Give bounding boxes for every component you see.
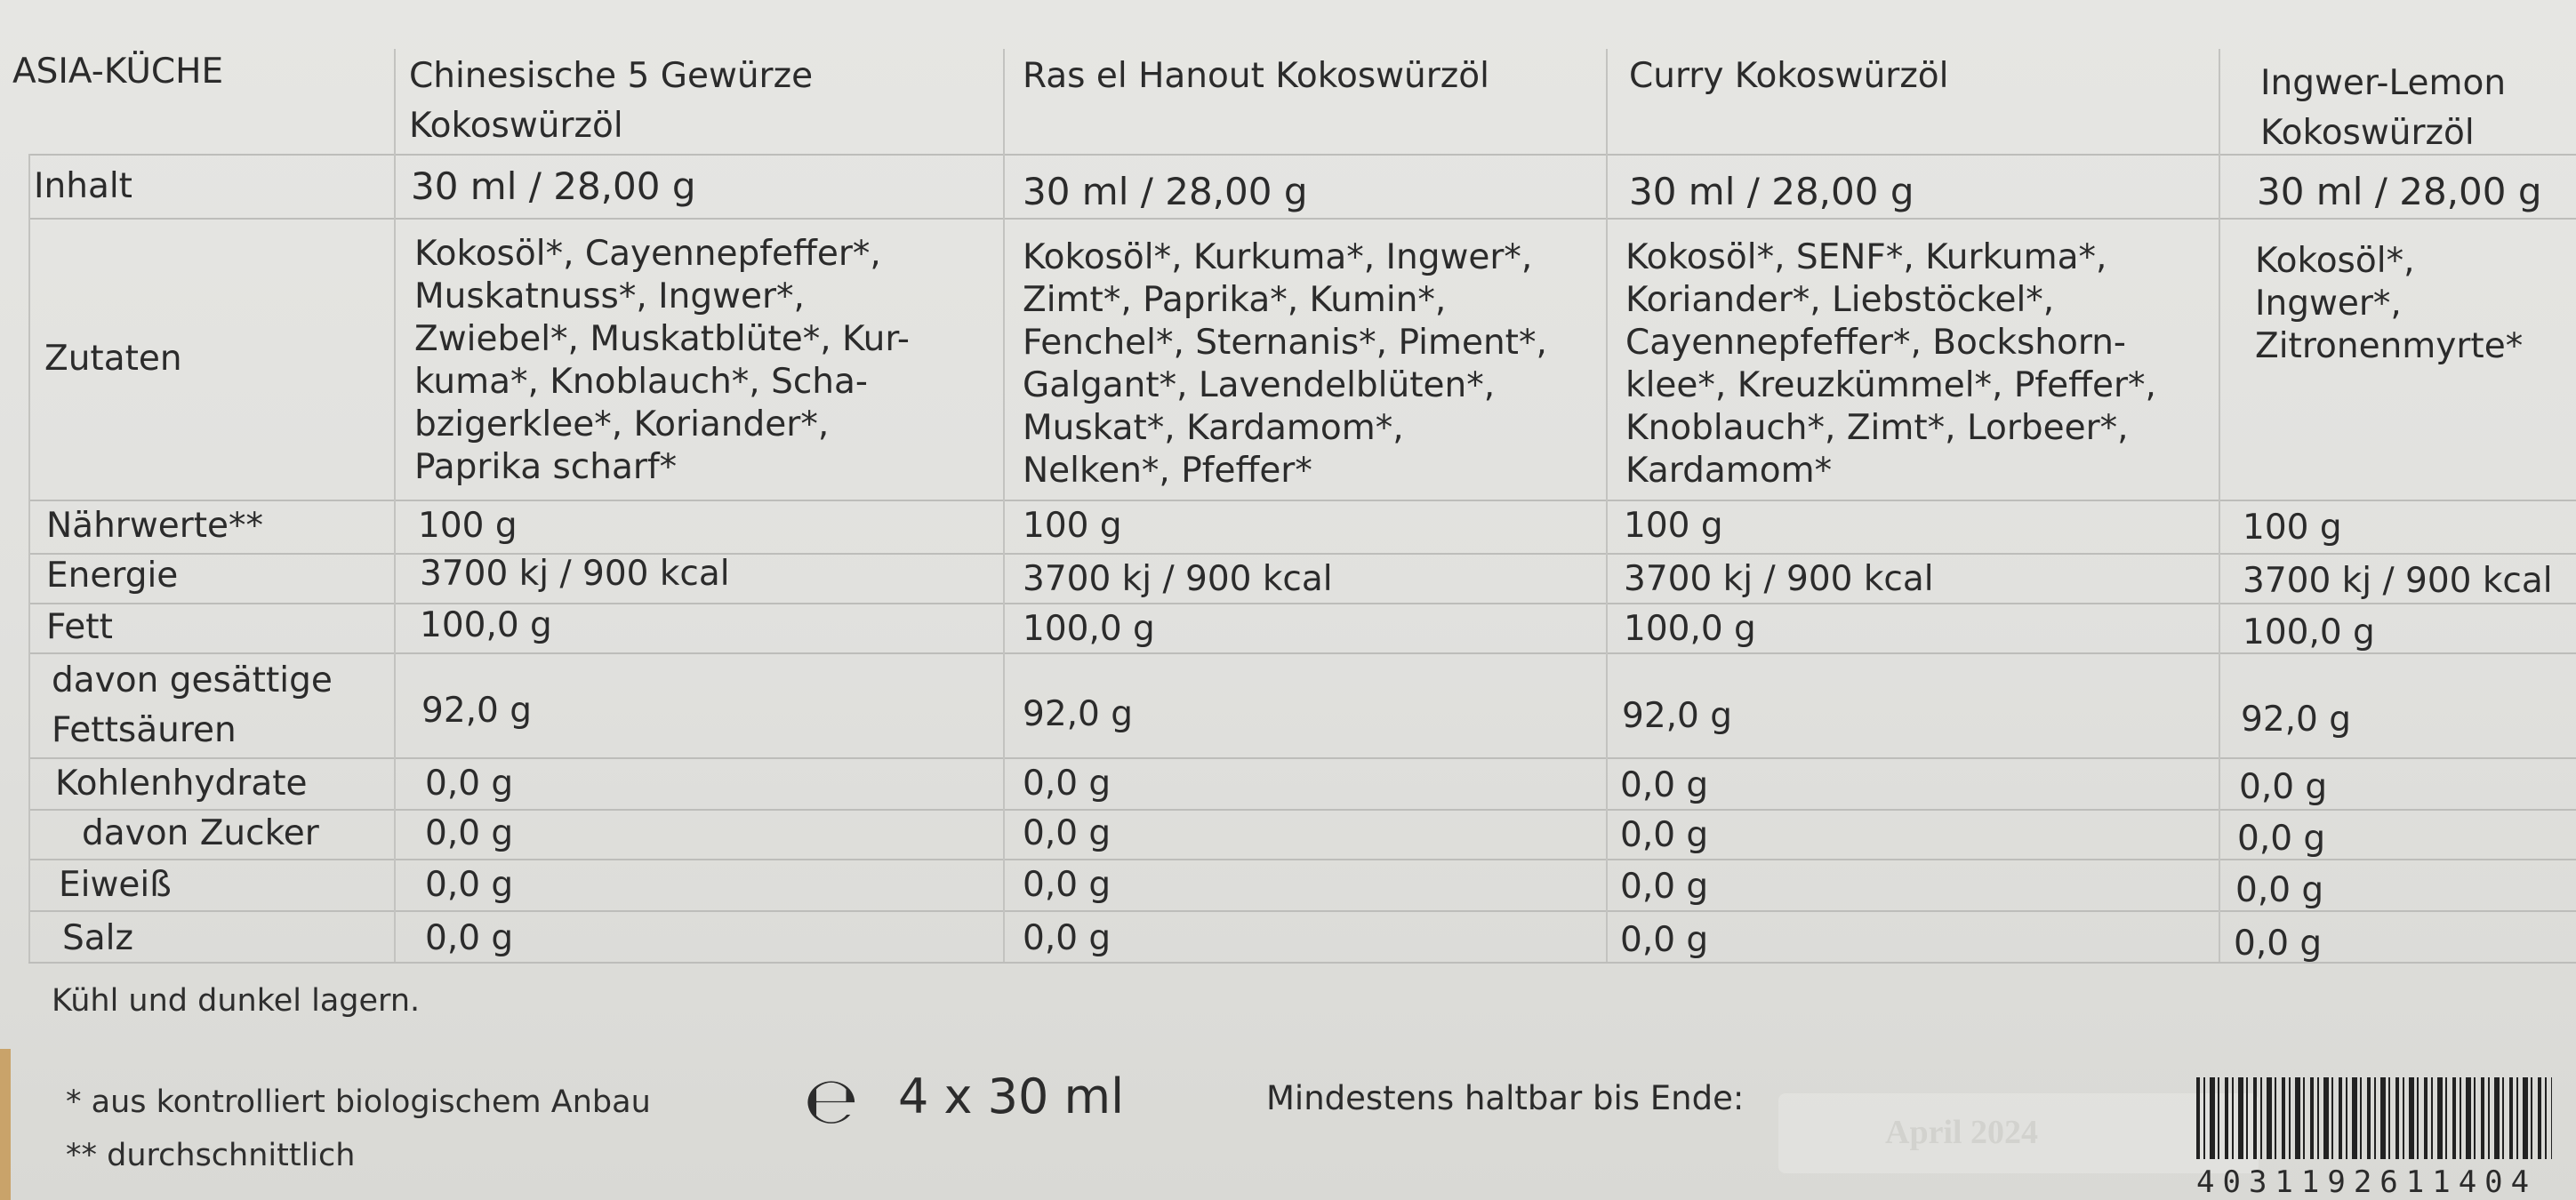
grid-line: [28, 859, 2576, 860]
cell-value: 30 ml / 28,00 g: [2257, 170, 2542, 213]
cell-value: 0,0 g: [1620, 867, 1709, 907]
product-name: Curry Kokoswürzöl: [1629, 56, 1949, 96]
grid-line: [28, 809, 2576, 811]
cell-value: 100,0 g: [2243, 612, 2375, 652]
ingredients-line: bzigerklee*, Koriander*,: [414, 404, 830, 444]
ingredients-line: Koriander*, Liebstöckel*,: [1625, 280, 2055, 320]
cell-value: 0,0 g: [1023, 813, 1111, 853]
cell-value: 100 g: [1624, 506, 1723, 546]
product-name: Ingwer-Lemon: [2260, 63, 2507, 103]
row-label-eiweiss: Eiweiß: [59, 865, 172, 905]
cell-value: 0,0 g: [2235, 870, 2324, 910]
cell-value: 92,0 g: [1023, 694, 1133, 734]
ingredients-line: Paprika scharf*: [414, 447, 678, 487]
cell-value: 3700 kj / 900 kcal: [2243, 561, 2553, 601]
row-label-naehrwerte: Nährwerte**: [46, 506, 264, 546]
row-label-inhalt: Inhalt: [34, 166, 132, 206]
grid-line: [28, 757, 2576, 759]
cell-value: 0,0 g: [1620, 765, 1709, 805]
ingredients-line: Muskat*, Kardamom*,: [1023, 408, 1404, 448]
ingredients-line: Fenchel*, Sternanis*, Piment*,: [1023, 323, 1547, 363]
package-edge: [0, 1049, 11, 1200]
ingredients-line: Knoblauch*, Zimt*, Lorbeer*,: [1625, 408, 2129, 448]
net-quantity: 4 x 30 ml: [898, 1068, 1125, 1124]
ingredients-line: Ingwer*,: [2255, 284, 2402, 324]
cell-value: 100 g: [418, 506, 518, 546]
grid-line: [1606, 49, 1608, 962]
ingredients-line: Kokosöl*, SENF*, Kurkuma*,: [1625, 237, 2107, 277]
ingredients-line: Zimt*, Paprika*, Kumin*,: [1023, 280, 1447, 320]
best-before-label: Mindestens haltbar bis Ende:: [1266, 1079, 1745, 1117]
product-name: Chinesische 5 Gewürze: [409, 56, 814, 96]
cell-value: 100,0 g: [1624, 609, 1756, 649]
cell-value: 0,0 g: [1023, 764, 1111, 804]
ingredients-line: kuma*, Knoblauch*, Scha-: [414, 362, 868, 402]
ingredients-line: Galgant*, Lavendelblüten*,: [1023, 365, 1496, 405]
grid-line: [2219, 49, 2220, 962]
row-label-zucker: davon Zucker: [82, 813, 319, 853]
grid-line: [28, 962, 2576, 964]
cell-value: 0,0 g: [425, 865, 514, 905]
grid-line: [1003, 49, 1005, 962]
grid-line: [28, 500, 2576, 501]
ingredients-line: klee*, Kreuzkümmel*, Pfeffer*,: [1625, 365, 2156, 405]
grid-line: [28, 218, 2576, 220]
grid-line: [28, 553, 2576, 555]
storage-note: Kühl und dunkel lagern.: [52, 983, 421, 1019]
cell-value: 0,0 g: [2234, 924, 2323, 964]
estimated-sign-icon: ℮: [804, 1063, 859, 1138]
barcode-number: 4031192611404: [2196, 1164, 2538, 1200]
grid-line: [28, 603, 2576, 604]
product-name: Kokoswürzöl: [409, 106, 623, 146]
ingredients-line: Nelken*, Pfeffer*: [1023, 451, 1312, 491]
ingredients-line: Muskatnuss*, Ingwer*,: [414, 276, 805, 316]
row-label-gesaettigt: davon gesättige: [52, 660, 333, 700]
ingredients-line: Kardamom*: [1625, 451, 1833, 491]
cell-value: 30 ml / 28,00 g: [1023, 170, 1308, 213]
row-label-zutaten: Zutaten: [44, 339, 182, 379]
cell-value: 0,0 g: [2239, 767, 2328, 807]
product-name: Ras el Hanout Kokoswürzöl: [1023, 56, 1489, 96]
cell-value: 30 ml / 28,00 g: [411, 164, 696, 208]
cell-value: 92,0 g: [2241, 700, 2351, 740]
barcode-icon: [2196, 1077, 2552, 1159]
cell-value: 92,0 g: [1622, 696, 1732, 736]
grid-line: [28, 652, 2576, 654]
cell-value: 3700 kj / 900 kcal: [420, 554, 730, 594]
ingredients-line: Zitronenmyrte*: [2255, 326, 2524, 366]
cell-value: 0,0 g: [425, 918, 514, 958]
cell-value: 0,0 g: [1620, 815, 1709, 855]
row-label-fett: Fett: [46, 607, 113, 647]
row-label-salz: Salz: [62, 918, 133, 958]
grid-line: [394, 49, 396, 962]
cell-value: 100 g: [2243, 508, 2342, 548]
cell-value: 100 g: [1023, 506, 1122, 546]
cell-value: 0,0 g: [425, 764, 514, 804]
row-label-energie: Energie: [46, 556, 179, 596]
best-before-date: April 2024: [1885, 1114, 2039, 1151]
cell-value: 0,0 g: [1620, 920, 1709, 960]
table-title: ASIA-KÜCHE: [12, 52, 224, 92]
grid-line: [28, 154, 2576, 156]
ingredients-line: Kokosöl*, Cayennepfeffer*,: [414, 234, 881, 274]
cell-value: 100,0 g: [420, 605, 552, 645]
row-label-gesaettigt: Fettsäuren: [52, 710, 237, 750]
row-label-kohlenhydrate: Kohlenhydrate: [55, 764, 308, 804]
cell-value: 0,0 g: [1023, 918, 1111, 958]
ingredients-line: Kokosöl*, Kurkuma*, Ingwer*,: [1023, 237, 1533, 277]
grid-line: [28, 910, 2576, 912]
cell-value: 0,0 g: [1023, 865, 1111, 905]
cell-value: 92,0 g: [421, 691, 532, 731]
product-name: Kokoswürzöl: [2260, 113, 2475, 153]
grid-line: [28, 154, 30, 962]
cell-value: 30 ml / 28,00 g: [1629, 170, 1914, 213]
ingredients-line: Kokosöl*,: [2255, 241, 2415, 281]
cell-value: 3700 kj / 900 kcal: [1624, 559, 1934, 599]
ingredients-line: Zwiebel*, Muskatblüte*, Kur-: [414, 319, 910, 359]
cell-value: 3700 kj / 900 kcal: [1023, 559, 1333, 599]
cell-value: 0,0 g: [425, 813, 514, 853]
footnote-average: ** durchschnittlich: [66, 1138, 356, 1173]
footnote-organic: * aus kontrolliert biologischem Anbau: [66, 1084, 651, 1120]
cell-value: 100,0 g: [1023, 609, 1155, 649]
ingredients-line: Cayennepfeffer*, Bockshorn-: [1625, 323, 2126, 363]
cell-value: 0,0 g: [2237, 819, 2326, 859]
